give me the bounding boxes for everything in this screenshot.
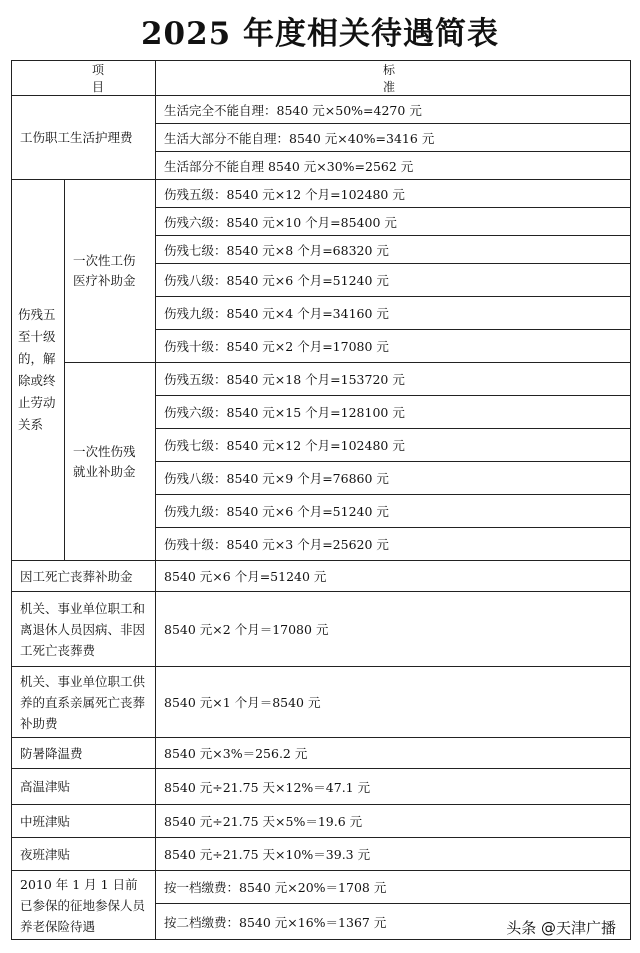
high-temp-label: 高温津贴 (12, 769, 156, 805)
table-header-row (12, 61, 631, 96)
table-row (12, 738, 631, 769)
table-row (12, 871, 631, 904)
page-title: 2025 年度相关待遇简表 (140, 16, 500, 52)
medical-subsidy-value: 伤残八级：8540 元×6 个月=51240 元 (156, 264, 631, 297)
table-row (12, 96, 631, 124)
heat-fee-value: 8540 元×3%＝256.2 元 (156, 738, 631, 769)
employment-subsidy-value: 伤残十级：8540 元×3 个月=25620 元 (156, 528, 631, 561)
header-standard: 标准 (156, 61, 631, 96)
table-row (12, 363, 631, 396)
table-row (12, 805, 631, 838)
funeral-retired-value: 8540 元×2 个月＝17080 元 (156, 592, 631, 667)
table-row (12, 667, 631, 738)
table-row (12, 180, 631, 208)
nursing-value: 生活完全不能自理：8540 元×50%=4270 元 (156, 96, 631, 124)
pension-value: 按一档缴费：8540 元×20%＝1708 元 (156, 871, 631, 904)
medical-subsidy-value: 伤残九级：8540 元×4 个月=34160 元 (156, 297, 631, 330)
table-row (12, 592, 631, 667)
employment-subsidy-value: 伤残五级：8540 元×18 个月=153720 元 (156, 363, 631, 396)
pension-value: 按二档缴费：8540 元×16%＝1367 元 (156, 904, 631, 940)
table-row (12, 838, 631, 871)
disability-group-label: 伤残五至十级的，解除或终止劳动关系 (12, 180, 65, 561)
header-item: 项目 (12, 61, 156, 96)
table-row (12, 561, 631, 592)
night-shift-value: 8540 元÷21.75 天×10%＝39.3 元 (156, 838, 631, 871)
middle-shift-label: 中班津贴 (12, 805, 156, 838)
source-watermark: 头条 @天津广播 (502, 916, 620, 939)
nursing-value: 生活大部分不能自理：8540 元×40%=3416 元 (156, 124, 631, 152)
medical-subsidy-value: 伤残七级：8540 元×8 个月=68320 元 (156, 236, 631, 264)
benefits-table (11, 60, 631, 940)
medical-subsidy-label: 一次性工伤医疗补助金 (65, 180, 156, 363)
funeral-retired-label: 机关、事业单位职工和离退休人员因病、非因工死亡丧葬费 (12, 592, 156, 667)
dependent-death-value: 8540 元×1 个月＝8540 元 (156, 667, 631, 738)
employment-subsidy-value: 伤残六级：8540 元×15 个月=128100 元 (156, 396, 631, 429)
medical-subsidy-value: 伤残六级：8540 元×10 个月=85400 元 (156, 208, 631, 236)
medical-subsidy-value: 伤残五级：8540 元×12 个月=102480 元 (156, 180, 631, 208)
employment-subsidy-value: 伤残七级：8540 元×12 个月=102480 元 (156, 429, 631, 462)
employment-subsidy-value: 伤残八级：8540 元×9 个月=76860 元 (156, 462, 631, 495)
employment-subsidy-label: 一次性伤残就业补助金 (65, 363, 156, 561)
pension-label: 2010 年 1 月 1 日前已参保的征地参保人员养老保险待遇 (12, 871, 156, 940)
dependent-death-label: 机关、事业单位职工供养的直系亲属死亡丧葬补助费 (12, 667, 156, 738)
high-temp-value: 8540 元÷21.75 天×12%＝47.1 元 (156, 769, 631, 805)
funeral-work-value: 8540 元×6 个月=51240 元 (156, 561, 631, 592)
nursing-value: 生活部分不能自理 8540 元×30%=2562 元 (156, 152, 631, 180)
heat-fee-label: 防暑降温费 (12, 738, 156, 769)
medical-subsidy-value: 伤残十级：8540 元×2 个月=17080 元 (156, 330, 631, 363)
employment-subsidy-value: 伤残九级：8540 元×6 个月=51240 元 (156, 495, 631, 528)
night-shift-label: 夜班津贴 (12, 838, 156, 871)
nursing-label: 工伤职工生活护理费 (12, 96, 156, 180)
funeral-work-label: 因工死亡丧葬补助金 (12, 561, 156, 592)
table-row (12, 769, 631, 805)
middle-shift-value: 8540 元÷21.75 天×5%＝19.6 元 (156, 805, 631, 838)
